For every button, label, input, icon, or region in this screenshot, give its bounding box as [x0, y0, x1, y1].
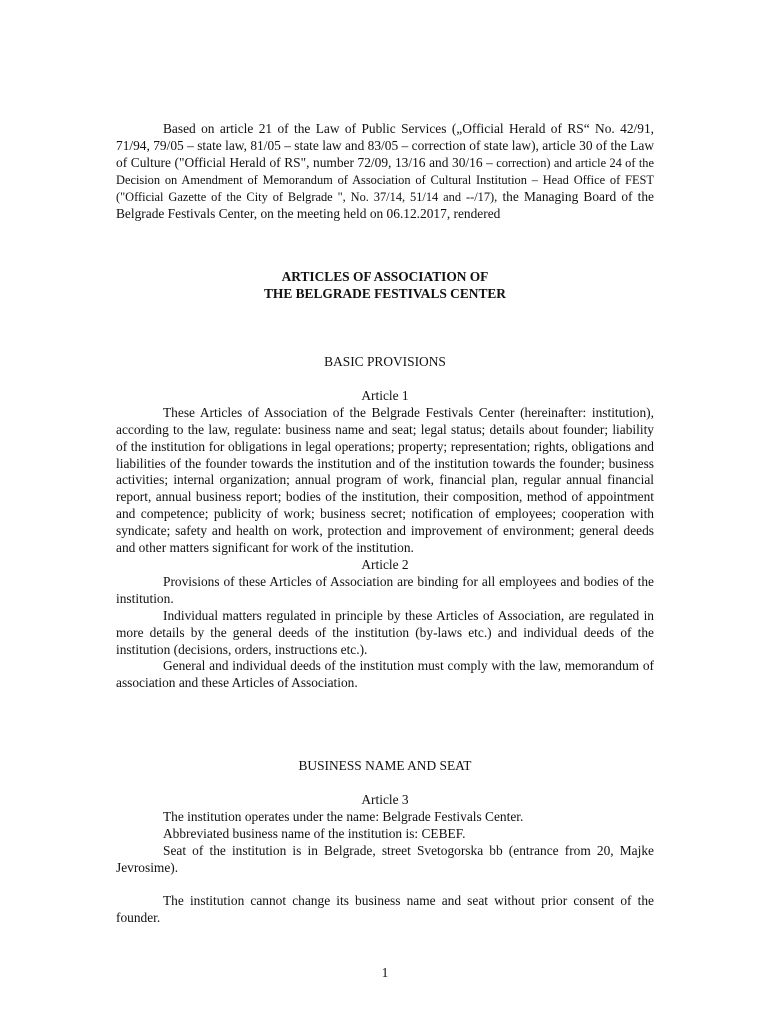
article-1-label: Article 1 [361, 387, 409, 403]
article-2-paragraph-3: General and individual deeds of the institution must comply with the law, memorandum of association and these Articles of Association. [116, 658, 654, 691]
section-business-name-and-seat [116, 758, 654, 927]
preamble-text-small: correction) and article 24 of the Decision on Amendment of Memorandum of Association of Cultural Institution – Head Office of FEST ("Official Gazette of the City of Belgrade ", No. 37/14, 51/14 and --/17), [116, 155, 654, 204]
section-heading: BUSINESS NAME AND SEAT [298, 758, 472, 773]
article-3-label: Article 3 [361, 791, 409, 807]
article-3-paragraph-4: The institution cannot change its business name and seat without prior consent of the founder. [116, 893, 654, 926]
article-2-label: Article 2 [361, 556, 409, 572]
page-number: 1 [381, 965, 389, 980]
article-1-text: These Articles of Association of the Belgrade Festivals Center (hereinafter: institution), according to the law, regulate: business name and seat; legal status; details about founder; liability of the institution for obligations in legal operations; property; representation; rights, obligations and liabilities of the founder towards the institution and of the institution towards the founder; business activities; internal organization; annual program of work, financial plan, regular annual financial report, annual business report; bodies of the institution, their composition, method of appointment and competence; publicity of work; business secret; notification of employees; cooperation with syndicate; safety and health on work, protection and improvement of environment; general deeds and other matters significant for work of the institution. [116, 404, 654, 556]
preamble-paragraph [116, 121, 654, 222]
title-line-1: ARTICLES OF ASSOCIATION OF [281, 269, 489, 284]
title-line-2: THE BELGRADE FESTIVALS CENTER [264, 285, 506, 301]
article-3-paragraph-1: The institution operates under the name: Belgrade Festivals Center. [163, 808, 524, 824]
preamble-text-end: the Managing Board of the Belgrade Festivals Center, on the meeting held on 06.12.2017, rendered [116, 188, 654, 221]
preamble [116, 121, 654, 222]
section-heading: BASIC PROVISIONS [324, 354, 446, 369]
article-3-paragraph-2: Abbreviated business name of the institution is: CEBEF. [163, 825, 466, 841]
article-3-paragraph-3: Seat of the institution is in Belgrade, street Svetogorska bb (entrance from 20, Majke Jevrosime). [116, 842, 654, 875]
document-title [116, 269, 654, 303]
preamble-text: Based on article 21 of the Law of Public Services („Official Herald of RS“ No. 42/91, 71/94, 79/05 – state law, 81/05 – state law and 83/05 – correction of state law), article 30 of the Law of Culture ("Official Herald of RS", number 72/09, 13/16 and 30/16 – [116, 121, 654, 170]
article-2-paragraph-2: Individual matters regulated in principle by these Articles of Association, are regulated in more details by the general deeds of the institution (by-laws etc.) and individual deeds of the institution (decisions, orders, instructions etc.). [116, 607, 654, 657]
section-basic-provisions [116, 354, 654, 692]
article-2-paragraph-1: Provisions of these Articles of Association are binding for all employees and bodies of the institution. [116, 573, 654, 606]
